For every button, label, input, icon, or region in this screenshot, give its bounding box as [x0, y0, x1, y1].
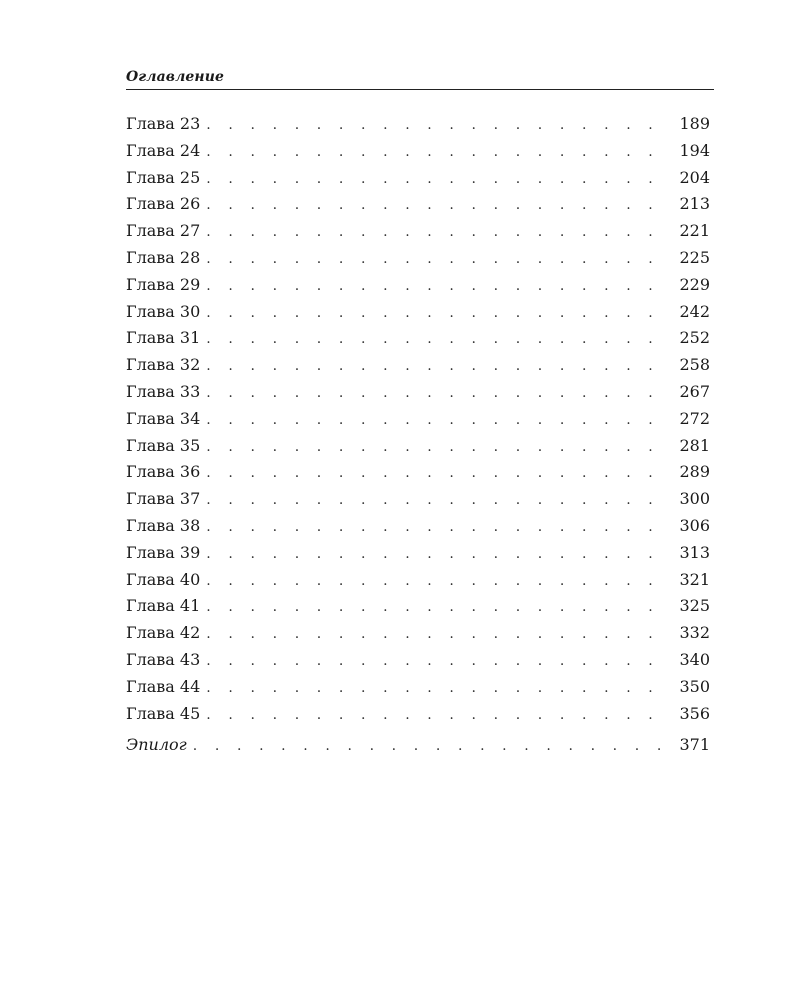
dot-leader	[206, 621, 666, 648]
dot-leader	[206, 702, 666, 729]
toc-entry	[126, 111, 710, 138]
toc-entry-page: 252	[679, 328, 710, 348]
toc-entry-title: Глава 38	[126, 515, 201, 535]
dot-leader	[193, 733, 666, 760]
toc-entry-page: 325	[679, 596, 710, 616]
dot-leader	[206, 434, 666, 461]
toc-entry-title: Глава 28	[126, 247, 201, 267]
dot-leader	[206, 675, 666, 702]
toc-entry-page: 189	[679, 114, 710, 133]
toc-entry	[126, 352, 710, 379]
toc-entry-title: Глава 29	[126, 274, 201, 294]
toc-entry-title: Глава 31	[126, 328, 201, 348]
toc-entry-title: Глава 40	[126, 569, 201, 589]
toc-entry-page: 267	[679, 381, 710, 401]
toc-entry	[126, 218, 710, 245]
dot-leader	[206, 219, 666, 246]
toc-entry-title: Глава 34	[126, 408, 201, 428]
toc-entry-page: 306	[679, 515, 710, 535]
dot-leader	[206, 300, 666, 327]
dot-leader	[206, 568, 666, 595]
toc-entry	[126, 165, 710, 192]
toc-entry	[126, 433, 710, 460]
dot-leader	[206, 326, 666, 353]
toc-entry	[126, 486, 710, 513]
toc-entry-title: Глава 36	[126, 462, 201, 482]
toc-entry	[126, 513, 710, 540]
dot-leader	[206, 166, 666, 193]
toc-entry-title: Глава 42	[126, 623, 201, 643]
toc-entry	[126, 459, 710, 486]
toc-entry-page: 225	[679, 247, 710, 267]
toc-entry	[126, 620, 710, 647]
running-header-title: Оглавление	[126, 69, 225, 85]
toc-entry-page: 272	[679, 408, 710, 428]
dot-leader	[206, 514, 666, 541]
toc-epilog-title: Эпилог	[126, 735, 187, 755]
toc-entry-page: 204	[679, 167, 710, 187]
toc-entry-page: 242	[679, 301, 710, 321]
toc-entry-page: 313	[679, 542, 710, 562]
toc-entry-title: Глава 32	[126, 355, 201, 375]
toc-entry-page: 281	[679, 435, 710, 455]
toc-epilog-page: 371	[679, 735, 710, 755]
toc-entry-title: Глава 37	[126, 489, 201, 509]
toc-entry-title: Глава 24	[126, 140, 201, 160]
toc-entry	[126, 191, 710, 218]
toc-entry-page: 356	[679, 703, 710, 723]
dot-leader	[206, 139, 666, 166]
toc-entry-page: 300	[679, 489, 710, 509]
toc-entry-page: 350	[679, 676, 710, 696]
toc-entry-title: Глава 26	[126, 194, 201, 214]
toc-entry-page: 194	[679, 140, 710, 160]
toc-entry	[126, 379, 710, 406]
dot-leader	[206, 192, 666, 219]
toc-entry-title: Глава 25	[126, 167, 201, 187]
toc-entry-page: 340	[679, 649, 710, 669]
toc-entry	[126, 567, 710, 594]
toc-entry-title: Глава 35	[126, 435, 201, 455]
toc-entry-title: Глава 39	[126, 542, 201, 562]
toc-entry-title: Глава 27	[126, 221, 201, 241]
toc-entry	[126, 647, 710, 674]
toc-entry-page: 213	[679, 194, 710, 214]
toc-entry-title: Глава 43	[126, 649, 201, 669]
dot-leader	[206, 487, 666, 514]
dot-leader	[206, 353, 666, 380]
toc-entry	[126, 540, 710, 567]
toc-entry	[126, 593, 710, 620]
toc-entry-epilog	[126, 732, 710, 759]
toc-entry-page: 289	[679, 462, 710, 482]
dot-leader	[206, 460, 666, 487]
dot-leader	[206, 112, 666, 139]
toc-entry-title: Глава 41	[126, 596, 201, 616]
toc-entry-page: 321	[679, 569, 710, 589]
toc-entry-title: Глава 45	[126, 703, 201, 723]
dot-leader	[206, 541, 666, 568]
toc-entry	[126, 674, 710, 701]
dot-leader	[206, 380, 666, 407]
dot-leader	[206, 273, 666, 300]
toc-entry-page: 229	[679, 274, 710, 294]
dot-leader	[206, 594, 666, 621]
table-of-contents	[126, 111, 710, 759]
toc-entry-page: 221	[679, 221, 710, 241]
toc-entry-title: Глава 30	[126, 301, 201, 321]
toc-entry	[126, 299, 710, 326]
running-header	[126, 66, 714, 90]
toc-entry-title: Глава 33	[126, 381, 201, 401]
toc-entry	[126, 138, 710, 165]
toc-entry-page: 258	[679, 355, 710, 375]
dot-leader	[206, 407, 666, 434]
toc-entry-page: 332	[679, 623, 710, 643]
dot-leader	[206, 648, 666, 675]
toc-entry	[126, 325, 710, 352]
toc-entry-title: Глава 44	[126, 676, 201, 696]
toc-entry-title: Глава 23	[126, 114, 201, 133]
toc-entry	[126, 406, 710, 433]
toc-entry	[126, 245, 710, 272]
toc-entry	[126, 272, 710, 299]
dot-leader	[206, 246, 666, 273]
toc-entry	[126, 701, 710, 728]
